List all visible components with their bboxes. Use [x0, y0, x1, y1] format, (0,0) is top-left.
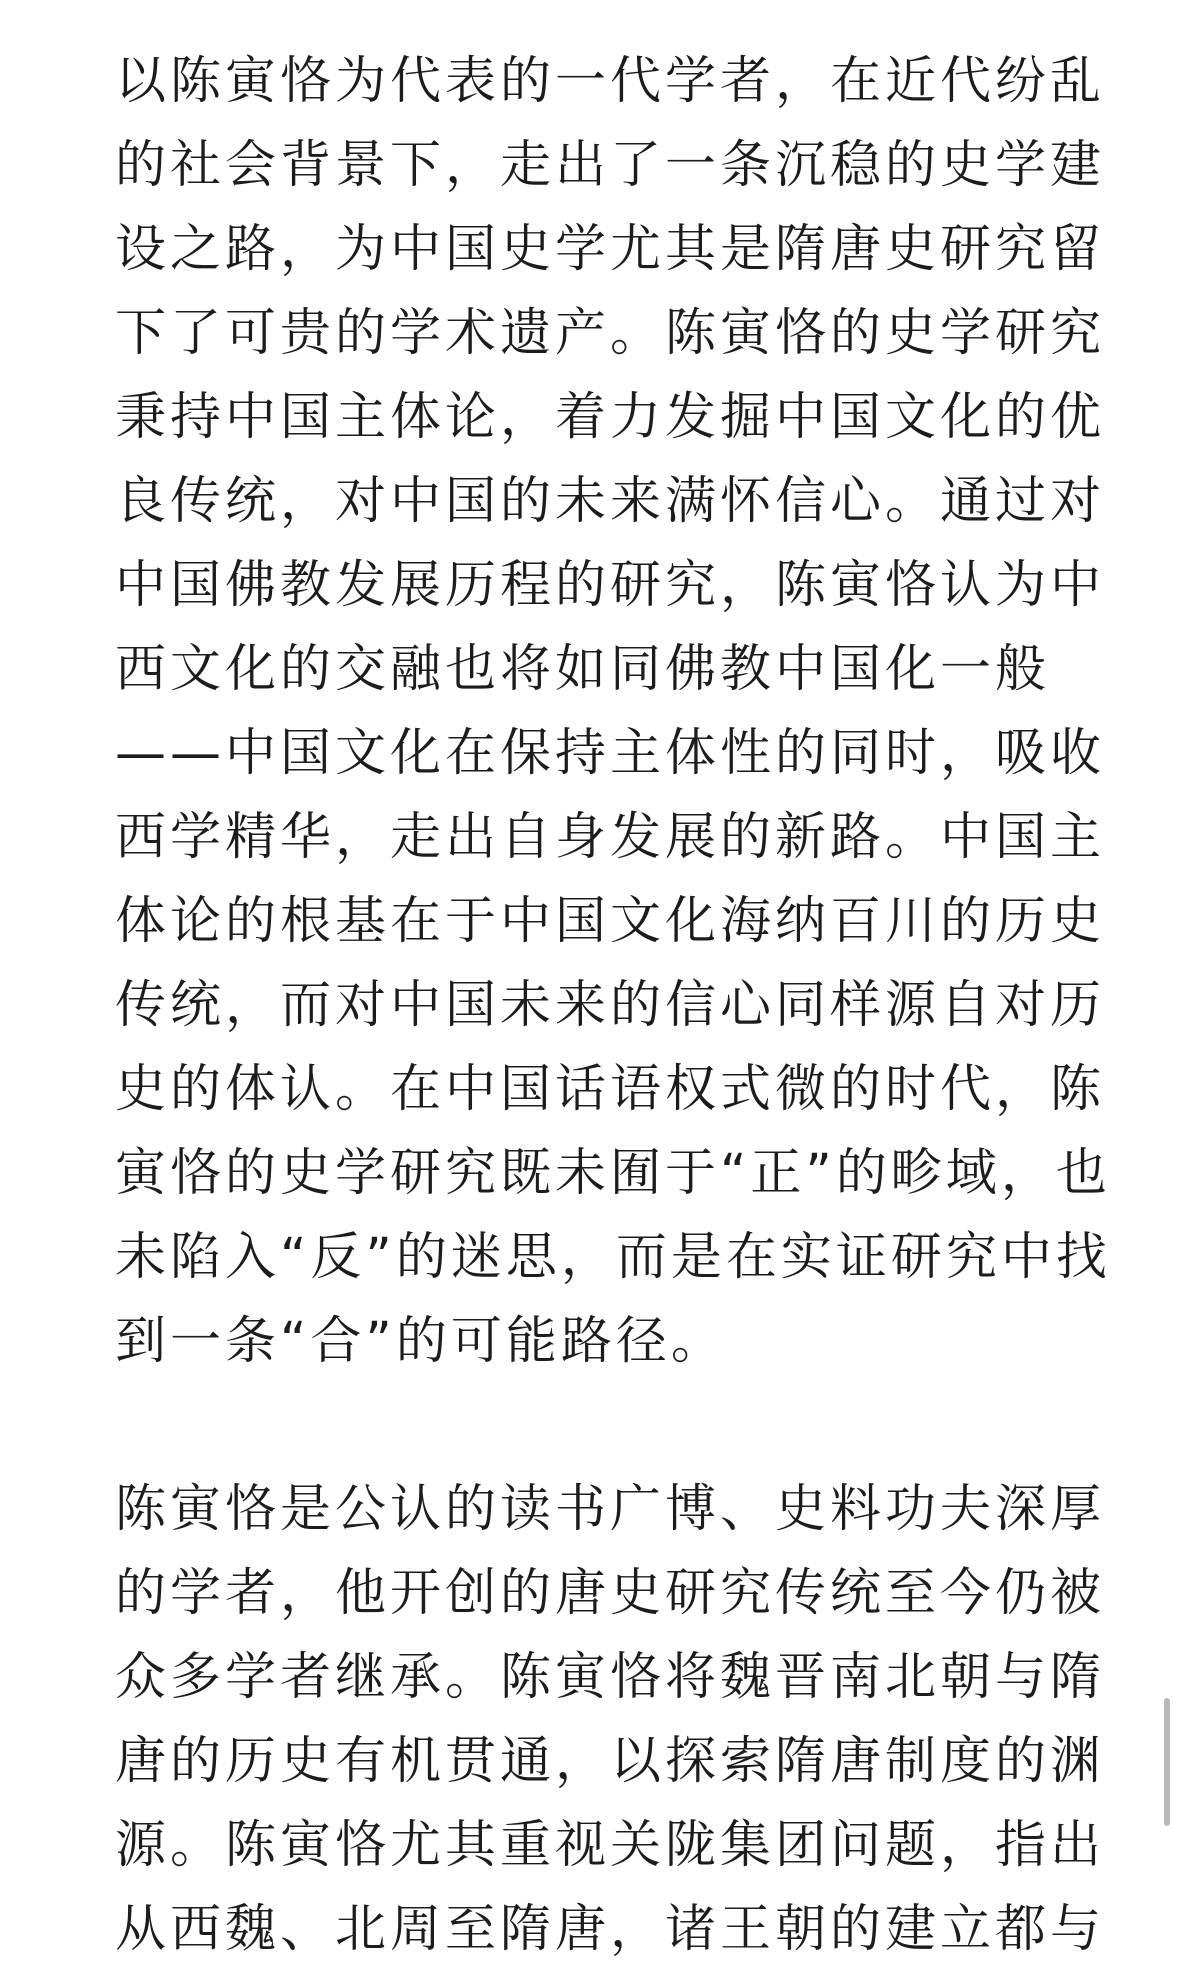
text-line: 众多学者继承。陈寅恪将魏晋南北朝与隋 [115, 1648, 1106, 1707]
text-line: 到一条“合”的可能路径。 [115, 1312, 726, 1371]
text-line: 的学者，他开创的唐史研究传统至今仍被 [115, 1564, 1106, 1623]
text-line: 传统，而对中国未来的信心同样源自对历 [115, 976, 1106, 1035]
text-line: 秉持中国主体论，着力发掘中国文化的优 [115, 388, 1106, 447]
text-line: 西文化的交融也将如同佛教中国化一般 [115, 640, 1051, 699]
text-line: 寅恪的史学研究既未囿于“正”的畛域，也 [115, 1144, 1111, 1203]
paragraph-1 [115, 40, 1111, 1384]
paragraph-2 [115, 1468, 1106, 1972]
text-line: 西学精华，走出自身发展的新路。中国主 [115, 808, 1106, 867]
text-line: 史的体认。在中国话语权式微的时代，陈 [115, 1060, 1106, 1119]
text-line: 下了可贵的学术遗产。陈寅恪的史学研究 [115, 304, 1106, 363]
text-line: 从西魏、北周至隋唐，诸王朝的建立都与 [115, 1900, 1106, 1959]
text-line: 未陷入“反”的迷思，而是在实证研究中找 [115, 1228, 1111, 1287]
text-line: 设之路，为中国史学尤其是隋唐史研究留 [115, 220, 1106, 279]
text-line: 体论的根基在于中国文化海纳百川的历史 [115, 892, 1106, 951]
text-line: 唐的历史有机贯通，以探索隋唐制度的渊 [115, 1732, 1106, 1791]
text-line: ——中国文化在保持主体性的同时，吸收 [115, 724, 1106, 783]
scrollbar-thumb[interactable] [1164, 1698, 1170, 1826]
text-line: 源。陈寅恪尤其重视关陇集团问题，指出 [115, 1816, 1106, 1875]
text-line: 良传统，对中国的未来满怀信心。通过对 [115, 472, 1106, 531]
paragraph-spacer [115, 1384, 1065, 1468]
text-line: 中国佛教发展历程的研究，陈寅恪认为中 [115, 556, 1106, 615]
article-body [115, 40, 1111, 1972]
text-line: 陈寅恪是公认的读书广博、史料功夫深厚 [115, 1480, 1106, 1539]
text-line: 以陈寅恪为代表的一代学者，在近代纷乱 [115, 52, 1106, 111]
text-line: 的社会背景下，走出了一条沉稳的史学建 [115, 136, 1106, 195]
